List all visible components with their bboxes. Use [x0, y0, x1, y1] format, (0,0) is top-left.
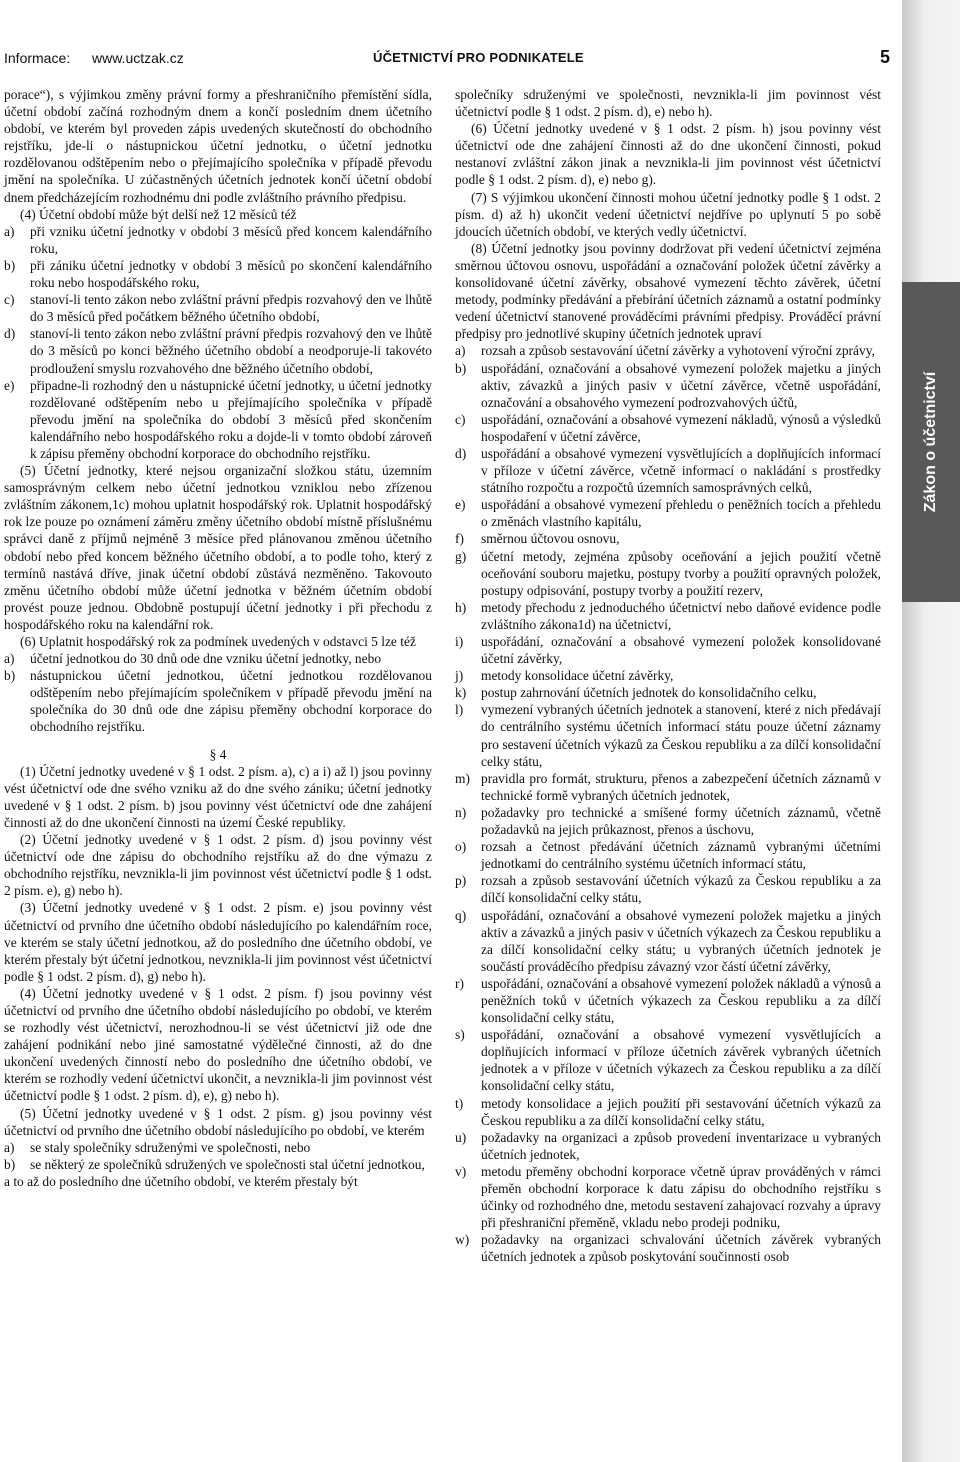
list-item-label: p)	[455, 873, 467, 889]
list-item-text: uspořádání, označování a obsahové vymezení položek konsolidované účetní závěrky,	[481, 634, 881, 667]
list-item-text: stanoví-li tento zákon nebo zvláštní právní předpis rozvahový den ve lhůtě do 3 měsíců po konci běžného účetního období a neodporuje-li takovéto prodloužení smyslu rozvahového dne běžného účetního období,	[30, 326, 432, 376]
list-item	[4, 291, 432, 325]
list-item-text: při zániku účetní jednotky v období 3 měsíců po skončení kalendářního roku nebo hospodářského roku,	[30, 257, 432, 291]
list-item-label: j)	[455, 668, 464, 684]
paragraph: (5) Účetní jednotky, které nejsou organizační složkou státu, územním samosprávným celkem nebo účetní jednotkou vzniklou nebo zřízenou zvláštním zákonem,1c) mohou uplatnit hospodářský rok. Uplatnit hospodářský rok lze pouze po oznámení záměru změny účetního období místně příslušnému správci daně z příjmů nejméně 3 měsíce před plánovanou změnou účetního období nebo před koncem běžného účetního období, a to podle toho, který z termínů nastává dříve, jinak účetní období zůstává nezměněno. Takovouto změnu účetního období může účetní jednotka v běžném účetním období provést pouze jednou. Obdobně postupují účetní jednotky i při přechodu z hospodářského roku na kalendářní rok.	[4, 463, 432, 632]
list-item-label: w)	[455, 1232, 470, 1248]
list-item	[455, 667, 881, 684]
list-item-text: metodu přeměny obchodní korporace včetně úprav prováděných v rámci přeměn obchodní korporace k datu zápisu do obchodního rejstříku s účinky od rozhodného dne, metodu sestavení zahajovací rozvahy a úpravy při přeshraniční přeměně, vkladu nebo prodeji podniku,	[481, 1163, 882, 1231]
list-item-text: uspořádání, označování a obsahové vymezení položek nákladů a výnosů a peněžních toků v účetních výkazech za Českou republiku a za dílčí konsolidační celky státu,	[481, 975, 881, 1026]
sidebar	[902, 0, 960, 1462]
page-number: 5	[879, 47, 890, 67]
list-item-label: i)	[455, 634, 464, 649]
list-item-label: m)	[455, 770, 470, 786]
list-item	[455, 1026, 881, 1094]
list-item-text: požadavky na organizaci schvalování účetních závěrek vybraných účetních jednotek a způsob poskytování součinnosti osob	[481, 1232, 881, 1265]
list-item	[455, 411, 881, 445]
list-item	[455, 548, 881, 599]
list-item	[455, 342, 881, 359]
paragraph: (3) Účetní jednotky uvedené v § 1 odst. 2 písm. e) jsou povinny vést účetnictví od prvního dne účetního období následujícího po kalendářním roce, ve kterém se staly účetní jednotkou, až do posledního dne účetního období, ve kterém přestaly být účetní jednotkou, nevznikla-li jim povinnost vést účetnictví podle § 1 odst. 2 písm. d), g) nebo h).	[4, 900, 432, 984]
list-item	[455, 360, 881, 411]
paragraph: (7) S výjimkou ukončení činnosti mohou účetní jednotky podle § 1 odst. 2 písm. d) až h) ukončit vedení účetnictví nejdříve po uplynutí 5 po sobě jdoucích účetních období, ve kterých vedly účetnictví.	[455, 189, 881, 239]
list-5	[4, 1139, 432, 1173]
section-heading: § 4	[209, 746, 227, 762]
list-item-label: s)	[455, 1027, 465, 1043]
list-item-text: se staly společníky sdruženými ve společnosti, nebo	[30, 1139, 311, 1155]
list-item-label: v)	[455, 1163, 467, 1179]
list-item	[455, 1095, 881, 1129]
list-item	[455, 907, 881, 975]
list-item-text: požadavky na organizaci a způsob provedení inventarizace u vybraných účetních jednotek,	[481, 1129, 881, 1162]
list-item-text: uspořádání, označování a obsahové vymezení položek majetku a jiných aktiv, závazků a jiných pasiv v účetní závěrce, včetně uspořádání, označování a obsahového vymezení podrozvahových účtů,	[481, 360, 881, 410]
sidebar-section-label: Zákon o účetnictví	[922, 371, 939, 513]
header-url-link[interactable]: www.uctzak.cz	[92, 50, 184, 66]
list-item-label: a)	[455, 343, 466, 359]
list-item	[455, 684, 881, 701]
paragraph: (8) Účetní jednotky jsou povinny dodržovat při vedení účetnictví zejména směrnou účtovou osnovu, uspořádání a označování položek účetní závěrky a konsolidované účetní závěrky, obsahové vymezení těchto závěrek, účetní metody, podmínky předávání a přebírání účetních záznamů a ostatní podmínky vedení účetnictví stanovené prováděcími právními předpisy. Prováděcí právní předpisy pro jednotlivé skupiny účetních jednotek upraví	[455, 240, 881, 342]
paragraph: (4) Účetní jednotky uvedené v § 1 odst. 2 písm. f) jsou povinny vést účetnictví od prvního dne účetního období následujícího po období, ve kterém se rozhodly vést účetnictví, nerozhodnou-li se vést účetnictví již ode dne zahájení podnikání nebo jiné samostatné výdělečné činnosti, až do dne ukončení uvedených činností nebo do posledního dne účetního období, ve kterém se rozhodly vedení účetnictví ukončit, a nevznikla-li jim povinnost vést účetnictví podle § 1 odst. 2 písm. d), e), g) nebo h).	[4, 985, 432, 1104]
list-item-label: e)	[4, 377, 15, 393]
list-item-text: účetní metody, zejména způsoby oceňování a jejich použití včetně oceňování souboru majetku, postupy tvorby a použití opravných položek, postupy odpisování, postupy tvorby a použití rezerv,	[481, 548, 881, 598]
list-item-text: se některý ze společníků sdružených ve společnosti stal účetní jednotkou,	[30, 1156, 425, 1172]
list-item-text: stanoví-li tento zákon nebo zvláštní právní předpis rozvahový den ve lhůtě do 3 měsíců před počátkem běžného účetního období,	[30, 292, 432, 325]
list-item-text: uspořádání, označování a obsahové vymezení vysvětlujících a doplňujících informací v příloze účetních závěrek vybraných účetních jednotek a v příloze v účetních výkazech za Českou republiku a za dílčí konsolidační celky státu,	[481, 1027, 881, 1094]
list-item	[455, 633, 881, 667]
paragraph: (4) Účetní období může být delší než 12 měsíců též	[20, 206, 297, 222]
list-item-text: rozsah a četnost předávání účetních záznamů vybranými účetními jednotkami do centrálního systému účetních informací státu,	[481, 839, 881, 872]
paragraph: a to až do posledního dne účetního období, ve kterém přestaly být	[4, 1173, 358, 1189]
paragraph: (6) Uplatnit hospodářský rok za podmínek uvedených v odstavci 5 lze též	[20, 634, 416, 649]
list-item	[455, 838, 881, 872]
paragraph: (1) Účetní jednotky uvedené v § 1 odst. 2 písm. a), c) a i) až l) jsou povinny vést účetnictví ode dne svého vzniku až do dne svého zániku; účetní jednotky uvedené v § 1 odst. 2 písm. b) jsou povinny vést účetnictví ode dne zahájení činnosti až do dne ukončení činnosti na území České republiky.	[4, 763, 432, 830]
list-item-text: uspořádání a obsahové vymezení přehledu o peněžních tocích a přehledu o změnách vlastního kapitálu,	[481, 497, 881, 530]
right-column	[455, 86, 881, 1265]
list-4	[4, 223, 432, 462]
list-item-label: b)	[4, 257, 16, 273]
list-item-label: t)	[455, 1095, 464, 1111]
paragraph: porace“), s výjimkou změny právní formy a přeshraničního přemístění sídla, účetní období začíná rozhodným dnem a končí posledním dnem účetního období, ve kterém byl proveden zápis uvedených skutečností do obchodního rejstříku, jde-li o nástupnickou účetní jednotku, o účetní jednotku rozdělovanou odštěpením nebo o přejímajícího společníka v případě převodu jmění na společníka. U zúčastněných účetních jednotek končí účetní období dnem předcházejícím rozhodnému dni podle zvláštního právního předpisu.	[4, 87, 432, 205]
list-item-text: požadavky pro technické a smíšené formy účetních záznamů, včetně požadavků na jejich průkaznost, přenos a úschovu,	[481, 804, 881, 838]
paragraph: (6) Účetní jednotky uvedené v § 1 odst. 2 písm. h) jsou povinny vést účetnictví ode dne zahájení činnosti až do dne ukončení činnosti, pokud nestanoví zvláštní zákon jinak a nevznikla-li jim povinnost vést účetnictví podle § 1 odst. 2 písm. d), e) nebo g).	[455, 121, 881, 188]
list-item-label: b)	[4, 668, 16, 684]
header-info-label: Informace:	[4, 50, 71, 66]
list-item-text: uspořádání, označování a obsahové vymezení položek majetku a jiných aktiv a závazků a jiných pasiv v účetních výkazech za Českou republiku a za dílčí konsolidační celky státu; u vybraných účetních jednotek je součástí prováděcího předpisu závazný vzor částí účetní závěrky,	[481, 907, 881, 974]
list-item	[4, 377, 432, 462]
list-item	[455, 804, 881, 838]
list-6	[4, 650, 432, 735]
list-item	[455, 872, 881, 906]
list-item	[4, 667, 432, 735]
list-item-text: směrnou účtovou osnovu,	[481, 531, 620, 547]
list-item-text: uspořádání, označování a obsahové vymezení nákladů, výnosů a výsledků hospodaření v účetní závěrce,	[481, 411, 881, 444]
list-item-label: f)	[455, 531, 464, 547]
list-item	[455, 701, 881, 769]
list-item	[4, 1156, 432, 1173]
paragraph: společníky sdruženými ve společnosti, nevznikla-li jim povinnost vést účetnictví podle § 1 odst. 2 písm. d), e) nebo h).	[455, 87, 881, 120]
page-header	[4, 47, 890, 72]
list-item-text: rozsah a způsob sestavování účetních výkazů za Českou republiku a za dílčí konsolidační celky státu,	[481, 873, 881, 906]
list-item-text: nástupnickou účetní jednotkou, účetní jednotkou rozdělovanou odštěpením nebo přejímajícím společníkem v případě převodu jmění na společníka do 30 dnů ode dne zápisu přeměny obchodní korporace do obchodního rejstříku.	[30, 668, 432, 735]
list-item-text: pravidla pro formát, strukturu, přenos a zabezpečení účetních záznamů v technické formě vybraných účetních jednotek,	[481, 770, 881, 803]
list-item-text: při vzniku účetní jednotky v období 3 měsíců před koncem kalendářního roku,	[30, 223, 432, 256]
list-item-text: metody konsolidace a jejich použití při sestavování účetních výkazů za Českou republiku a za dílčí konsolidační celky státu,	[481, 1095, 881, 1128]
list-item	[455, 1163, 881, 1231]
list-item-label: l)	[455, 702, 464, 718]
list-item	[455, 1129, 881, 1163]
list-item	[4, 1139, 432, 1156]
list-item-label: d)	[455, 445, 467, 461]
list-item-text: uspořádání a obsahové vymezení vysvětlujících a doplňujících informací v příloze v účetní závěrce, včetně informací o nakládání s prostředky státního rozpočtu a rozpočtů územních samosprávných celků,	[481, 445, 881, 496]
list-item-label: e)	[455, 497, 466, 513]
list-item-label: a)	[4, 651, 15, 667]
list-item	[4, 650, 432, 667]
list-item-label: n)	[455, 804, 467, 820]
list-item	[455, 445, 881, 496]
list-item	[455, 599, 881, 633]
list-item	[4, 223, 432, 257]
list-item-label: q)	[455, 907, 467, 923]
magazine-title: ÚČETNICTVÍ PRO PODNIKATELE	[373, 50, 584, 65]
list-item-text: rozsah a způsob sestavování účetní závěrky a vyhotovení výroční zprávy,	[481, 343, 875, 359]
list-item	[455, 496, 881, 530]
list-item-label: a)	[4, 223, 15, 239]
list-item	[455, 530, 881, 547]
sidebar-section-tab	[902, 282, 960, 602]
list-item-label: r)	[455, 975, 464, 991]
list-item-label: k)	[455, 685, 467, 701]
list-item-label: b)	[455, 360, 467, 376]
list-item-label: c)	[455, 411, 466, 427]
list-item-text: metody přechodu z jednoduchého účetnictví nebo daňové evidence podle zvláštního zákona1d) na účetnictví,	[481, 599, 881, 632]
list-item-label: c)	[4, 292, 15, 308]
list-8	[455, 342, 881, 1265]
paragraph: (2) Účetní jednotky uvedené v § 1 odst. 2 písm. d) jsou povinny vést účetnictví ode dne zápisu do obchodního rejstříku až do dne výmazu z obchodního rejstříku, nevznikla-li jim povinnost vést účetnictví podle § 1 odst. 2 písm. e), g) nebo h).	[4, 832, 432, 899]
list-item-text: účetní jednotkou do 30 dnů ode dne vzniku účetní jednotky, nebo	[30, 651, 382, 667]
left-column	[4, 86, 432, 1190]
list-item-label: o)	[455, 839, 467, 855]
list-item-label: h)	[455, 599, 467, 615]
list-item-label: a)	[4, 1139, 15, 1155]
list-item-label: b)	[4, 1156, 16, 1172]
list-item-label: g)	[455, 548, 467, 564]
list-item	[455, 1231, 881, 1265]
list-item	[4, 257, 432, 291]
list-item-text: vymezení vybraných účetních jednotek a stanovení, které z nich předávají do centrálního systému účetních informací státu pouze účetní záznamy pro sestavení účetních výkazů za Českou republiku a za dílčí konsolidační celky státu,	[481, 702, 881, 769]
list-item	[455, 770, 881, 804]
list-item-text: připadne-li rozhodný den u nástupnické účetní jednotky, u účetní jednotky rozdělované odštěpením nebo u přejímajícího společníka v případě převodu jmění na společníka do období 3 měsíců před skončením kalendářního nebo hospodářského roku a dojde-li v tomto období zároveň k zápisu přeměny obchodní korporace do obchodního rejstříku.	[30, 377, 432, 461]
list-item-text: postup zahrnování účetních jednotek do konsolidačního celku,	[481, 685, 817, 701]
paragraph: (5) Účetní jednotky uvedené v § 1 odst. 2 písm. g) jsou povinny vést účetnictví od prvního dne účetního období následujícího po období, ve kterém	[4, 1105, 432, 1138]
list-item-label: d)	[4, 326, 16, 342]
list-item-label: u)	[455, 1129, 467, 1145]
list-item-text: metody konsolidace účetní závěrky,	[481, 668, 674, 684]
list-item	[4, 325, 432, 376]
list-item	[455, 975, 881, 1026]
